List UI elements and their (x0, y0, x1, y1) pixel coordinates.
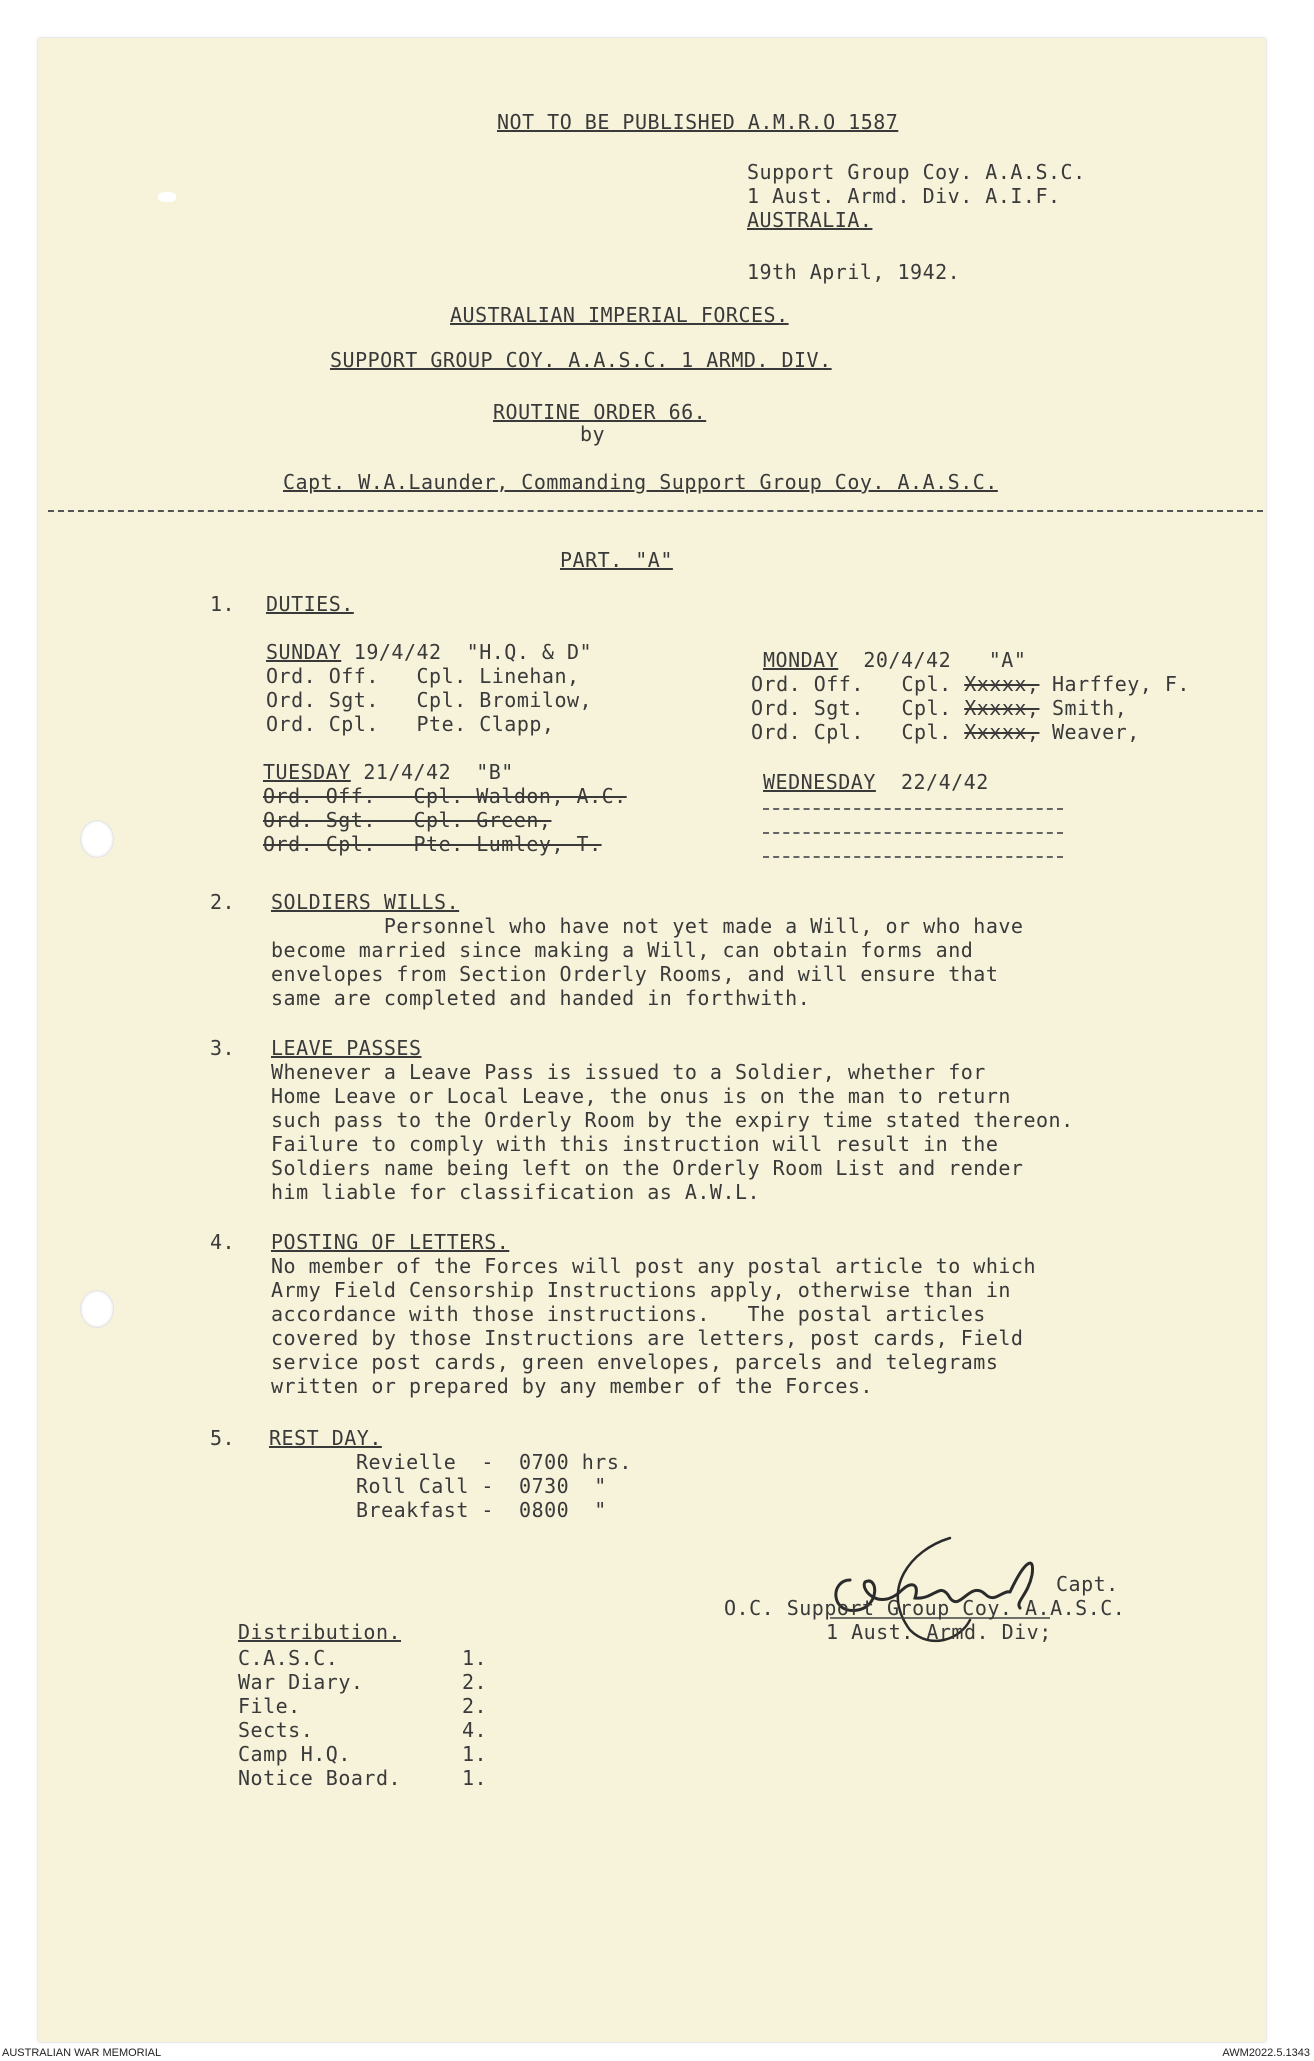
unit-line-1: Support Group Coy. A.A.S.C. (747, 160, 1086, 184)
monday-row-1 (751, 672, 1190, 696)
monday-row-3-label: Ord. Cpl. Cpl. (751, 720, 965, 744)
wednesday-day: WEDNESDAY (763, 770, 876, 794)
title-by: by (580, 422, 606, 446)
footer-source: AUSTRALIAN WAR MEMORIAL (2, 2047, 162, 2059)
leave-line-5: Soldiers name being left on the Orderly Room List and render (271, 1156, 1024, 1180)
monday-row-1-struck: Xxxxx, (964, 672, 1040, 696)
rest-line-2: Roll Call - 0730 " (356, 1474, 607, 1498)
monday-heading (763, 648, 1026, 672)
title-unit: SUPPORT GROUP COY. A.A.S.C. 1 ARMD. DIV. (330, 348, 832, 372)
leave-line-2: Home Leave or Local Leave, the onus is on the man to return (271, 1084, 1011, 1108)
distribution-name: File. (238, 1694, 301, 1718)
tuesday-row-3: Ord. Cpl. Pte. Lumley, T. (263, 832, 602, 856)
section-number-letters: 4. (210, 1230, 236, 1254)
monday-row-1-name: Harffey, F. (1039, 672, 1190, 696)
letters-line-4: covered by those Instructions are letters, post cards, Field (271, 1326, 1024, 1350)
section-heading-duties: DUTIES. (266, 592, 354, 616)
section-number-leave: 3. (210, 1036, 236, 1060)
wednesday-heading (763, 770, 989, 794)
section-heading-rest: REST DAY. (269, 1426, 382, 1450)
rest-line-1: Revielle - 0700 hrs. (356, 1450, 632, 1474)
letters-line-6: written or prepared by any member of the Forces. (271, 1374, 873, 1398)
tuesday-day: TUESDAY (263, 760, 351, 784)
unit-line-2: 1 Aust. Armd. Div. A.I.F. (747, 184, 1061, 208)
distribution-name: C.A.S.C. (238, 1646, 339, 1670)
monday-details: 20/4/42 "A" (838, 648, 1027, 672)
distribution-count: 1. (462, 1766, 488, 1790)
wednesday-blank-1 (763, 808, 1063, 810)
monday-row-2 (751, 696, 1127, 720)
distribution-count: 4. (462, 1718, 488, 1742)
distribution-count: 2. (462, 1670, 488, 1694)
wednesday-details: 22/4/42 (875, 770, 989, 794)
section-number-rest: 5. (210, 1426, 236, 1450)
sunday-details: 19/4/42 "H.Q. & D" (341, 640, 593, 664)
tuesday-heading (263, 760, 514, 784)
monday-row-3 (751, 720, 1140, 744)
punch-hole-top (80, 820, 114, 858)
header-divider (48, 510, 1263, 512)
restriction-notice: NOT TO BE PUBLISHED A.M.R.O 1587 (497, 110, 899, 134)
distribution-count: 1. (462, 1742, 488, 1766)
title-forces: AUSTRALIAN IMPERIAL FORCES. (450, 303, 789, 327)
rest-line-3: Breakfast - 0800 " (356, 1498, 607, 1522)
letters-line-1: No member of the Forces will post any postal article to which (271, 1254, 1037, 1278)
leave-line-3: such pass to the Orderly Room by the expiry time stated thereon. (271, 1108, 1074, 1132)
tuesday-row-2: Ord. Sgt. Cpl. Green, (263, 808, 552, 832)
letters-line-3: accordance with those instructions. The postal articles (271, 1302, 986, 1326)
document-date: 19th April, 1942. (747, 260, 961, 284)
distribution-name: War Diary. (238, 1670, 364, 1694)
leave-line-6: him liable for classification as A.W.L. (271, 1180, 761, 1204)
leave-line-4: Failure to comply with this instruction will result in the (271, 1132, 999, 1156)
sunday-row-3: Ord. Cpl. Pte. Clapp, (266, 712, 555, 736)
monday-day: MONDAY (763, 648, 839, 672)
section-heading-wills: SOLDIERS WILLS. (271, 890, 460, 914)
signature-rank: Capt. (1056, 1572, 1119, 1596)
wednesday-blank-3 (763, 856, 1063, 858)
wednesday-blank-2 (763, 832, 1063, 834)
distribution-count: 2. (462, 1694, 488, 1718)
tuesday-row-1: Ord. Off. Cpl. Waldon, A.C. (263, 784, 627, 808)
monday-row-3-name: Weaver, (1039, 720, 1140, 744)
section-heading-leave: LEAVE PASSES (271, 1036, 422, 1060)
wills-line-2: become married since making a Will, can obtain forms and (271, 938, 974, 962)
letters-line-5: service post cards, green envelopes, parcels and telegrams (271, 1350, 999, 1374)
paper-tear (158, 192, 176, 202)
monday-row-2-struck: Xxxxx, (964, 696, 1040, 720)
monday-row-3-struck: Xxxxx, (964, 720, 1040, 744)
wills-line-4: same are completed and handed in forthwith. (271, 986, 811, 1010)
sunday-heading (266, 640, 592, 664)
section-number-duties: 1. (210, 592, 236, 616)
wills-line-1: Personnel who have not yet made a Will, or who have (271, 914, 1024, 938)
signature-line-2: 1 Aust. Armd. Div; (826, 1620, 1052, 1644)
distribution-count: 1. (462, 1646, 488, 1670)
sunday-row-1: Ord. Off. Cpl. Linehan, (266, 664, 580, 688)
tuesday-details: 21/4/42 "B" (350, 760, 514, 784)
sunday-day: SUNDAY (266, 640, 342, 664)
monday-row-2-label: Ord. Sgt. Cpl. (751, 696, 965, 720)
wills-line-3: envelopes from Section Orderly Rooms, and will ensure that (271, 962, 999, 986)
distribution-heading: Distribution. (238, 1620, 402, 1644)
part-heading: PART. "A" (560, 548, 673, 572)
leave-line-1: Whenever a Leave Pass is issued to a Soldier, whether for (271, 1060, 986, 1084)
section-heading-letters: POSTING OF LETTERS. (271, 1230, 510, 1254)
letters-line-2: Army Field Censorship Instructions apply, otherwise than in (271, 1278, 1011, 1302)
sunday-row-2: Ord. Sgt. Cpl. Bromilow, (266, 688, 593, 712)
signature-line-1: O.C. Support Group Coy. A.A.S.C. (724, 1596, 1126, 1620)
distribution-name: Notice Board. (238, 1766, 402, 1790)
section-number-wills: 2. (210, 890, 236, 914)
punch-hole-bottom (80, 1290, 114, 1328)
footer-accession: AWM2022.5.1343 (1222, 2047, 1310, 2059)
monday-row-1-label: Ord. Off. Cpl. (751, 672, 965, 696)
distribution-name: Camp H.Q. (238, 1742, 351, 1766)
monday-row-2-name: Smith, (1039, 696, 1128, 720)
commander-line: Capt. W.A.Launder, Commanding Support Group Coy. A.A.S.C. (283, 470, 998, 494)
distribution-name: Sects. (238, 1718, 314, 1742)
unit-line-3: AUSTRALIA. (747, 208, 873, 232)
title-routine-order: ROUTINE ORDER 66. (493, 400, 707, 424)
